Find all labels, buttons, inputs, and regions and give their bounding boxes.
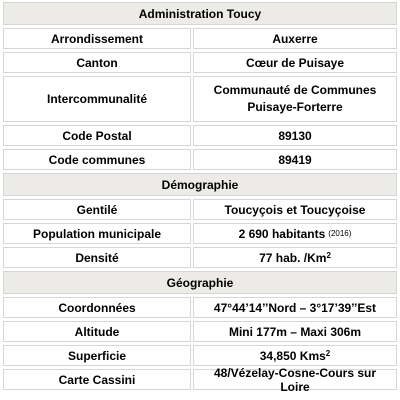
table-row-code-postal	[3, 125, 397, 146]
row-label: Arrondissement	[3, 28, 191, 49]
table-row-code-communes	[3, 149, 397, 170]
row-label: Code Postal	[3, 125, 191, 146]
table-row-altitude	[3, 321, 397, 342]
table-row-intercommunalite	[3, 76, 397, 122]
row-label: Canton	[3, 52, 191, 73]
row-value-line1: Communauté de Communes	[213, 83, 377, 97]
section-header-administration: Administration Toucy	[3, 2, 397, 25]
row-value	[193, 76, 397, 122]
row-value: Auxerre	[193, 28, 397, 49]
table-row-densite	[3, 247, 397, 268]
row-label: Intercommunalité	[3, 76, 191, 122]
table-row-carte-cassini	[3, 365, 397, 394]
superficie-value: 34,850 Kms	[259, 348, 326, 363]
densite-value: 77 hab. /Km	[259, 250, 327, 265]
table-row-canton	[3, 52, 397, 73]
row-value-line2: Puisaye-Forterre	[247, 100, 343, 114]
section-header-geographie: Géographie	[3, 271, 397, 294]
row-label: Code communes	[3, 149, 191, 170]
row-value: 34,850 Kms $^2$	[193, 345, 397, 366]
row-value	[193, 223, 397, 244]
table-row-gentile	[3, 199, 397, 220]
row-label: Superficie	[3, 345, 191, 366]
section-header-demographie: Démographie	[3, 173, 397, 196]
row-label: Carte Cassini	[3, 369, 191, 390]
row-label: Densité	[3, 247, 191, 268]
row-value: 47°44’14’’Nord – 3°17’39’’Est	[193, 297, 397, 318]
row-label: Population municipale	[3, 223, 191, 244]
table-row-population	[3, 223, 397, 244]
population-year: (2016)	[328, 229, 352, 238]
population-value: 2 690 habitants	[238, 226, 326, 241]
row-label: Gentilé	[3, 199, 191, 220]
row-value: Mini 177m – Maxi 306m	[193, 321, 397, 342]
row-value: 77 hab. /Km $^2$	[193, 247, 397, 268]
table-row-superficie	[3, 345, 397, 366]
row-value: Toucyçois et Toucyçoise	[193, 199, 397, 220]
row-value: 48/Vézelay-Cosne-Cours sur Loire	[193, 369, 397, 390]
row-label: Altitude	[3, 321, 191, 342]
row-value: 89419	[193, 149, 397, 170]
row-value: 89130	[193, 125, 397, 146]
table-row-coordonnees	[3, 297, 397, 318]
row-label: Coordonnées	[3, 297, 191, 318]
row-value: Cœur de Puisaye	[193, 52, 397, 73]
table-row-arrondissement	[3, 28, 397, 49]
